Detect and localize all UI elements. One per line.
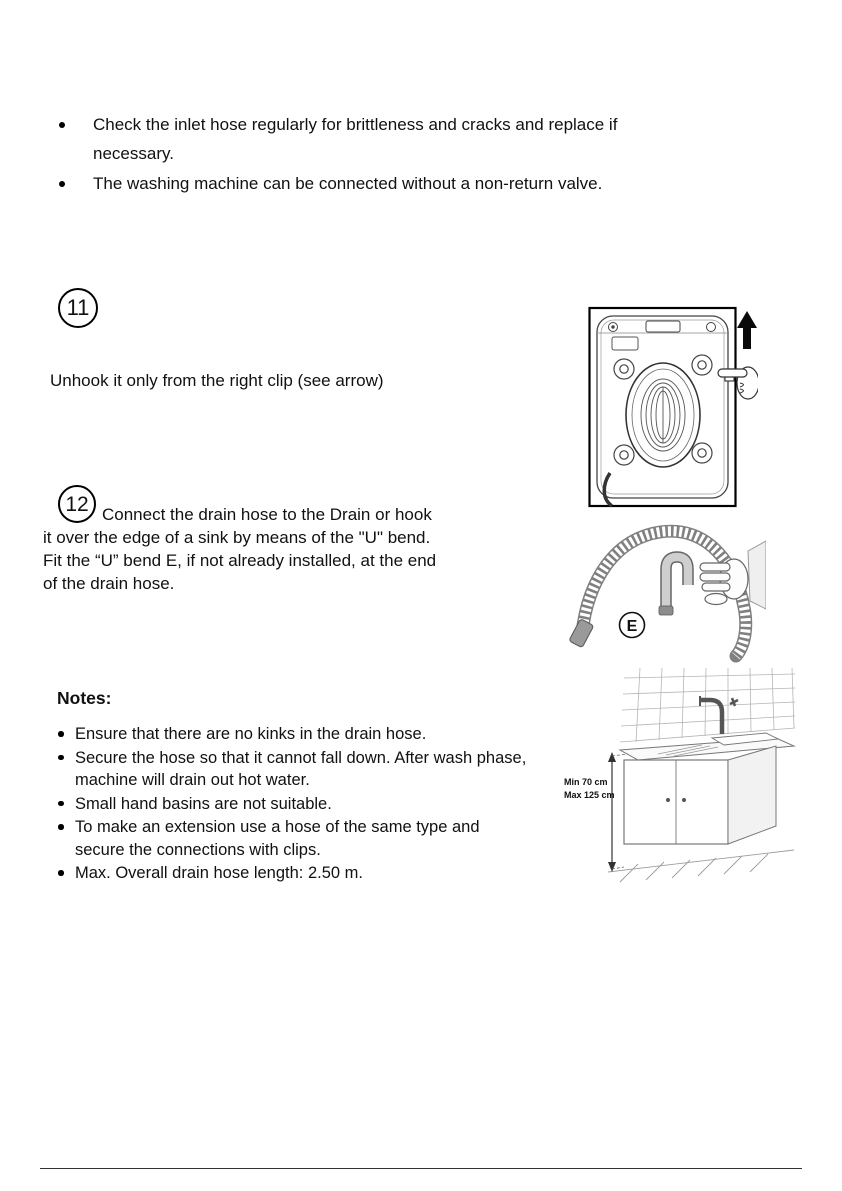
bullet-item: Check the inlet hose regularly for brittleness and cracks and replace if necessary. [57,110,669,168]
step-12-paragraph-1: Connect the drain hose to the Drain or hook it over the edge of a sink by means of the "U" bend. [43,505,432,547]
note-item: Small hand basins are not suitable. [57,793,527,816]
top-bullet-list [57,110,669,199]
note-item: To make an extension use a hose of the same type and secure the connections with clips. [57,816,527,861]
machine-outline [590,308,736,506]
min-height-label: Min 70 cm [564,777,608,787]
figure-drain-hose [566,513,766,665]
bullet-item: The washing machine can be connected without a non-return valve. [57,169,669,198]
note-item: Ensure that there are no kinks in the drain hose. [57,723,527,746]
step-11-badge: 11 [58,288,98,328]
sink-drawing [562,666,796,890]
step-12-badge: 12 [58,485,96,523]
cabinet-side [728,746,776,844]
e-label-badge [620,613,645,638]
arm [748,541,766,609]
step-11-caption: Unhook it only from the right clip (see arrow) [50,371,384,390]
footer-rule [40,1168,802,1169]
step-12-block [43,492,438,595]
drain-hose-drawing [566,513,766,665]
note-item: Secure the hose so that it cannot fall down. After wash phase, machine will drain out hot water. [57,747,527,792]
up-arrow-icon [737,311,757,349]
step-12-paragraph-2: Fit the “U” bend E, if not already installed, at the end of the drain hose. [43,551,437,593]
figure-machine-rear [588,303,758,510]
u-bend-piece [659,557,688,615]
notes-title: Notes: [57,688,112,708]
max-height-label: Max 125 cm [564,790,615,800]
floor-hatch [608,850,794,882]
hose-end-connector [569,619,594,648]
wall-tiles [620,668,795,742]
machine-rear-drawing [588,303,758,510]
figure-sink-heights [562,666,796,890]
notes-block [57,688,527,886]
e-label-text: E [626,618,638,635]
notes-list [57,723,527,885]
note-item: Max. Overall drain hose length: 2.50 m. [57,862,527,885]
